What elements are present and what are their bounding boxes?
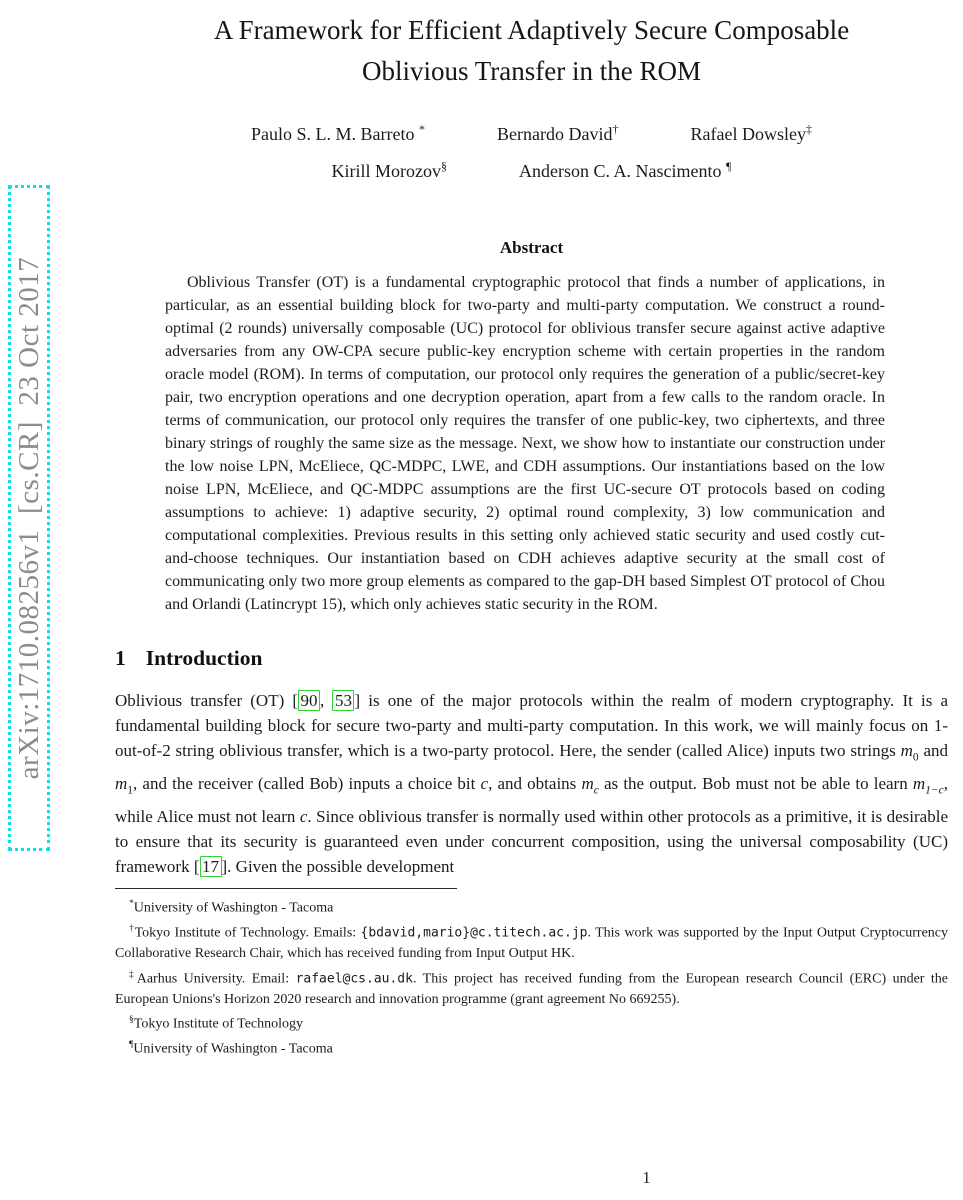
section-heading-introduction <box>115 646 948 671</box>
footnote-mark: ¶ <box>129 1040 134 1051</box>
footnote-mark: † <box>129 924 135 935</box>
author-name: Rafael Dowsley‡ <box>690 122 812 144</box>
math-variable: c <box>299 806 308 826</box>
footnote-item: *University of Washington - Tacoma <box>129 899 334 916</box>
footnote-item: †Tokyo Institute of Technology. Emails: {bdavid,mario}@c.titech.ac.jp. This work was supported by the Input Output Cryptocurrency Collaborative Research Chair, which has received funding from Input Output HK. <box>115 924 949 962</box>
footnote-mark: § <box>129 1015 134 1026</box>
arxiv-watermark-text: arXiv:1710.08256v1 [cs.CR] 23 Oct 2017 <box>13 256 45 780</box>
math-variable: m <box>900 741 913 761</box>
math-subscript: c <box>593 784 599 797</box>
authors-row-1 <box>115 122 948 145</box>
math-subscript: 1−c <box>925 784 944 797</box>
author-name: Kirill Morozov§ <box>331 159 448 181</box>
citation-link[interactable]: 90 <box>298 690 320 711</box>
paper-title-line1: A Framework for Efficient Adaptively Secure Composable <box>213 15 850 45</box>
abstract-text: Oblivious Transfer (OT) is a fundamental cryptographic protocol that finds a number of applications, in particular, as an essential building block for two-party and multi-party computation. We construct a round-optimal (2 rounds) universally composable (UC) protocol for oblivious transfer secure against active adaptive adversaries from any OW-CPA secure public-key encryption scheme with certain properties in the random oracle model (ROM). In terms of computation, our protocol only requires the generation of a public/secret-key pair, two encryption operations and one decryption operation, apart from a few calls to the random oracle. In terms of communication, our protocol only requires the transfer of one public-key, two ciphertexts, and three binary strings of roughly the same size as the message. Next, we show how to instantiate our construction under the low noise LPN, McEliece, QC-MDPC, LWE, and CDH assumptions. Our instantiations based on the low noise LPN, McEliece, and QC-MDPC assumptions are the first UC-secure OT protocols based on coding assumptions to achieve: 1) adaptive security, 2) optimal round complexity, 3) low communication and computational complexities. Previous results in this setting only achieved static security and used costly cut-and-choose techniques. Our instantiation based on CDH achieves adaptive security at the small cost of communicating only two more group elements as compared to the gap-DH based Simplest OT protocol of Chou and Orlandi (Latincrypt 15), which only achieves static security in the ROM. <box>165 274 885 613</box>
footnote-item: §Tokyo Institute of Technology <box>129 1015 304 1032</box>
math-variable: m <box>581 774 594 793</box>
citation-link[interactable]: 53 <box>332 690 354 711</box>
math-subscript: 0 <box>912 751 919 764</box>
section-title: Introduction <box>145 646 263 670</box>
intro-paragraph: Oblivious transfer (OT) [ 90 , 53 ] is one of the major protocols within the realm of modern cryptography. It is a fundamental building block for secure two-party and multi-party computation. In this work, we will mainly focus on 1-out-of-2 string oblivious transfer, which is a two-party protocol. Here, the sender (called Alice) inputs two strings $m_0$ and $m_1$, and the receiver (called Bob) inputs a choice bit c, and obtains $m_c$ as the output. Bob must not be able to learn $m_{1-c}$, while Alice must not learn c. Since oblivious transfer is normally used within other protocols as a primitive, it is desirable to ensure that its security is guaranteed even under concurrent composition, using the universal composability (UC) framework [ 17 ]. Given the possible development <box>115 691 949 876</box>
math-variable: m <box>115 774 128 793</box>
footnote-item: ‡Aarhus University. Email: rafael@cs.au.dk. This project has received funding from the European research Council (ERC) under the European Unions's Horizon 2020 research and innovation programme (grant agreement No 669255). <box>115 969 949 1007</box>
author-footnote-mark: ¶ <box>726 159 732 173</box>
paper-title <box>115 10 948 92</box>
abstract-section <box>115 238 948 616</box>
math-variable: c <box>480 774 489 793</box>
arxiv-watermark-box <box>8 185 50 851</box>
author-name: Paulo S. L. M. Barreto * <box>251 122 426 144</box>
footnote-item: ¶University of Washington - Tacoma <box>129 1040 333 1057</box>
math-variable: m <box>912 774 926 793</box>
math-subscript: 1 <box>127 784 134 797</box>
email-address: rafael@cs.au.dk <box>295 971 413 987</box>
author-footnote-mark: * <box>419 122 426 136</box>
author-name: Anderson C. A. Nascimento ¶ <box>519 159 732 181</box>
section-number: 1 <box>115 646 126 670</box>
author-footnote-mark: † <box>612 122 619 136</box>
authors-row-2 <box>115 159 948 182</box>
page-number: 1 <box>642 1168 651 1187</box>
abstract-heading: Abstract <box>499 238 564 257</box>
footnote-rule <box>115 888 457 889</box>
email-address: {bdavid,mario}@c.titech.ac.jp <box>360 925 588 941</box>
author-footnote-mark: § <box>441 159 448 173</box>
citation-link[interactable]: 17 <box>200 856 222 877</box>
footnotes-block <box>115 894 948 1060</box>
footnote-mark: ‡ <box>129 969 137 980</box>
author-name: Bernardo David† <box>497 122 619 144</box>
paper-title-line2: Oblivious Transfer in the ROM <box>361 56 702 86</box>
author-footnote-mark: ‡ <box>805 122 812 136</box>
footnote-mark: * <box>129 899 134 910</box>
paper-body <box>115 0 949 1187</box>
